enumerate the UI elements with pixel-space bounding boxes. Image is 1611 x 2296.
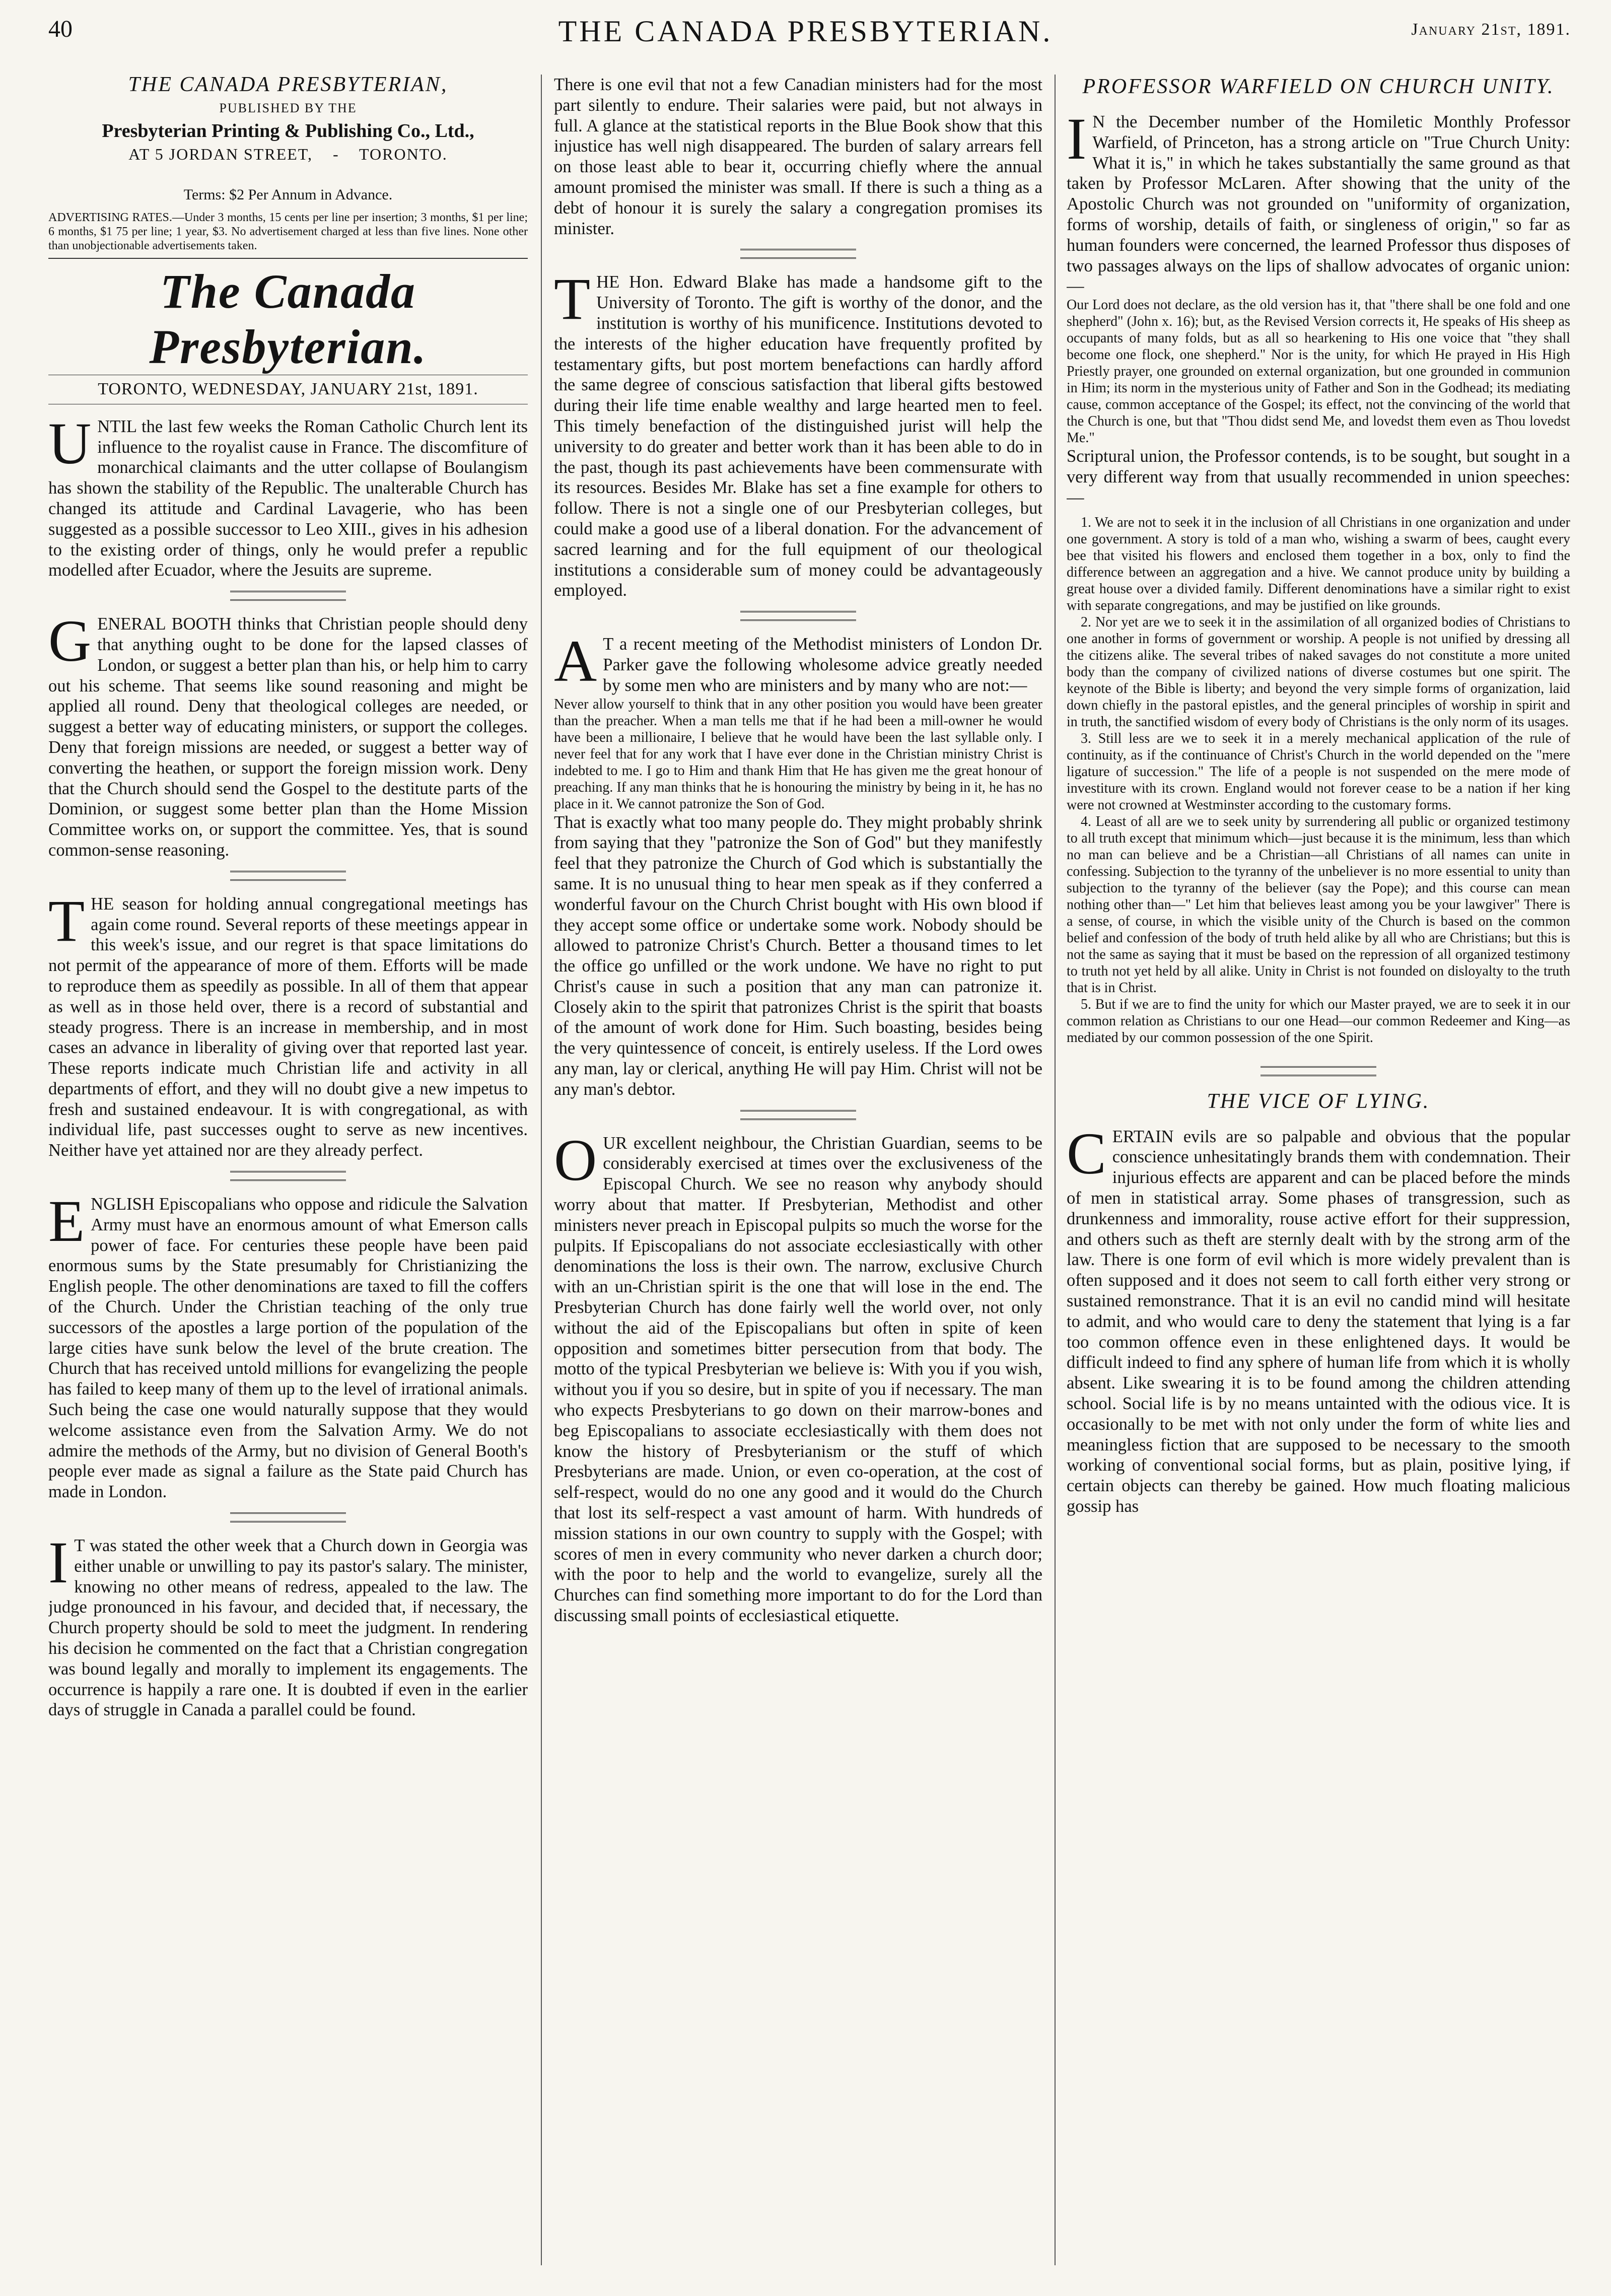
running-title: THE CANADA PRESBYTERIAN. (558, 15, 1053, 48)
drop-cap: G (48, 608, 92, 674)
article-text: That is exactly what too many people do. They might probably shrink from saying that they "patronize the Son of God" but they manifestly feel that they patronize the Church of God which is substantially the same. It is no unusual thing to hear men speak as if they conferred a wonderful favour on the Church Christ bought with His own blood if they accept some office or undertake some work. Nobody should be allowed to patronize Christ's Church. Better a thousand times to let the office go unfilled or the work undone. We have no right to put Christ's cause in such a position that any man can patronize it. Closely akin to the spirit that patronizes Christ is the spirit that boasts of the amount of work done for Him. Such boasting, besides being the very quintessence of conceit, is entirely useless. If the Lord owes any man, lay or clerical, anything He will pay Him. Christ will not be any man's debtor. (554, 812, 1042, 1099)
list-item: 2. Nor yet are we to seek it in the assimilation of all organized bodies of Christians to one another in forms of government or worship. A people is not unified by dressing all the citizens alike. The several tribes of naked savages do not constitute a more united body than the company of civilized nations of diverse costumes but one spirit. The keynote of the Bible is liberty; and beyond the very simple forms of organization, laid down chiefly in the pastoral epistles, and the general principles of worship in spirit and in truth, the sanctified wisdom of every body of Christians is the only norm of its usages. (1067, 614, 1570, 730)
section-separator (230, 1171, 346, 1181)
article-boulangism (48, 410, 528, 581)
drop-cap: T (48, 887, 85, 954)
article-edward-blake (554, 266, 1042, 601)
article-general-booth (48, 608, 528, 861)
article-text: HE season for holding annual congregational meetings has again come round. Several reports of these meetings appear in this week's issue, and our regret is that space limitations do not permit of the appearance of more of them. Efforts will be made to reproduce them as speedily as possible. In all of them that appear as well as in those held over, there is a record of substantial and steady progress. There is an increase in membership, and in most cases an advance in liberality of giving over that reported last year. These reports indicate much Christian life and activity in all departments of effort, and they will no doubt give a new impetus to fresh and sustained endeavour. It is with congregational, as with individual life, past successes ought to serve as new incentives. Neither have yet attained nor are they already perfect. (48, 894, 528, 1160)
column-3 (1067, 75, 1570, 2275)
publisher-address: AT 5 JORDAN STREET, - TORONTO. (128, 145, 448, 164)
article-text: T a recent meeting of the Methodist ministers of London Dr. Parker gave the following wholesome advice greatly needed by some men who are ministers and by many who are not:— (603, 635, 1042, 695)
drop-cap: I (1067, 106, 1087, 172)
article-text: ERTAIN evils are so palpable and obvious that the popular conscience unhesitatingly brands them with condemnation. Their injurious effects are apparent and can be placed before the minds of men in statistical array. Some phases of transgression, such as drunkenness and immorality, rouse active effort for their suppression, and others such as theft are sternly dealt with by the strong arm of the law. There is one form of evil which is more widely prevalent than is often supposed and it does not seem to call forth either very strong or sustained remonstrance. That it is an evil no candid mind will hesitate to admit, and who would care to deny the statement that lying is a far too common offence even in these enlightened days. It would be difficult indeed to find any sphere of human life from which it is wholly absent. Like swearing it is to be found among the children attending school. Social life is by no means untainted with the odious vice. It is occasionally to be met with not only under the form of white lies and meaningless fiction that are supposed to be necessary to the smooth working of conventional social forms, but as plain, positive lying, if certain objects can thereby be gained. How much floating malicious gossip has (1067, 1127, 1570, 1516)
section-heading-vice-of-lying: THE VICE OF LYING. (1207, 1089, 1430, 1113)
drop-cap: O (554, 1127, 597, 1193)
column-rule (1055, 75, 1056, 2265)
article-text: N the December number of the Homiletic Monthly Professor Warfield, of Princeton, has a strong article on "True Church Unity: What it is," in which he takes substantially the same ground as that taken by Professor McLaren. After showing that the unity of the Apostolic Church was not grounded on "uniformity of organization, forms of worship, details of faith, or singleness of origin," so far as human founders were concerned, the learned Professor thus disposes of two passages always on the lips of shallow advocates of organic union:— (1067, 112, 1570, 296)
masthead-title: THE CANADA PRESBYTERIAN, (128, 75, 448, 96)
article-text: Scriptural union, the Professor contends, is to be sought, but sought in a very different way from that usually recommended in union speeches:— (1067, 447, 1570, 507)
subscription-terms: Terms: $2 Per Annum in Advance. (183, 186, 393, 203)
warfield-quote: Our Lord does not declare, as the old version has it, that "there shall be one fold and one shepherd" (John x. 16); but, as the Revised Version corrects it, He speaks of His sheep as occupants of many folds, but as all so hearkening to His one voice that "they shall become one flock, one shepherd." Nor is the unity, for which He prayed in His High Priestly prayer, one grounded on external organization, but one grounded in communion in Him; its norm in the mysterious unity of Father and Son in the Godhead; its mediating cause, common acceptance of the Gospel; its effect, not the convincing of the world that the Church is one, but that "Thou didst send Me, and lovedst them even as Thou lovedst Me." (1067, 297, 1570, 446)
list-item: 4. Least of all are we to seek unity by surrendering all public or organized testimony to all truth except that minimum which—just because it is the minimum, less than which no man can believe and be a Christian—all Christians of all names can unite in confessing. Subjection to the tyranny of the unbeliever is no more essential to unity than subjection to the tyranny of the believer (say the Pope); and this course can mean nothing other than—" Let him that believes least among you be your lawgiver" There is a sense, of course, in which the visible unity of the Church is based on the common belief and confession of the body of truth held alike by all who are Christians; but this is not the same as saying that it must be based on the repression of all organized testimony to truth not yet held by all alike. Unity in Christ is not founded on disloyalty to the truth that is in Christ. (1067, 813, 1570, 996)
list-item: 1. We are not to seek it in the inclusion of all Christians in one organization and under one government. A story is told of a man who, wishing a swarm of bees, caught every bee that visited his flowers and enclosed them together in a box, only to find the difference between an aggregation and a hive. We cannot produce unity by building a great house over a divided family. Different denominations have a similar right to exist with separate congregations, and may be justified on like grounds. (1067, 514, 1570, 613)
drop-cap: E (48, 1188, 85, 1255)
article-english-episcopalians (48, 1188, 528, 1502)
article-text: NGLISH Episcopalians who oppose and ridicule the Salvation Army must have an enormous amount of what Emerson calls power of face. For centuries these people have been paid enormous sums by the State presumably for Christianizing the English people. The other denominations are taxed to fill the coffers of the Church. Under the Christian teaching of the only true successors of the apostles a large portion of the population of the large cities have sunk below the level of the brute creation. The Church that has received untold millions for evangelizing the people has failed to keep many of them up to the level of irrational animals. Such being the case one would naturally suppose that they would welcome assistance even from the Salvation Army. We do not admire the methods of the Army, but no division of General Booth's people ever made as signal a failure as the State paid Church has made in London. (48, 1195, 528, 1502)
address-street: AT 5 JORDAN STREET, (128, 145, 313, 164)
article-text: HE Hon. Edward Blake has made a handsome gift to the University of Toronto. The gift is worthy of the donor, and the institution is worthy of his munificence. Institutions devoted to the interests of the higher education have frequently profited by testamentary gifts, but post mortem benefactions can hardly afford the same degree of conscious satisfaction that liberal gifts bestowed during their life time enable wealthy and large hearted men to feel. This timely benefaction of the distinguished jurist will help the university to do greater and better work than it has been able to do in the past, though its past achievements have been commensurate with its resources. Besides Mr. Blake has set a fine example for others to follow. There is not a single one of our Presbyterian colleges, but could make a good use of a liberal donation. For the advancement of sacred learning and for the full equipment of our theological institutions a considerable sum of money could be advantageously employed. (554, 272, 1042, 600)
article-christian-guardian (554, 1127, 1042, 1626)
section-separator (740, 1110, 856, 1120)
issue-date: January 21st, 1891. (1411, 20, 1571, 39)
article-text: NTIL the last few weeks the Roman Catholic Church lent its influence to the royalist cause in France. The discomfiture of monarchical claimants and the utter collapse of Boulangism has shown the stability of the Republic. The unalterable Church has changed its attitude and Cardinal Lavagerie, who has been suggested as a possible successor to Leo XIII., gives in his adhesion to the existing order of things, only he would prefer a republic modelled after Ecuador, where the Jesuits are supreme. (48, 416, 528, 580)
section-separator (740, 249, 856, 259)
section-separator (230, 1512, 346, 1522)
article-georgia-church (48, 1529, 528, 1720)
drop-cap: C (1067, 1120, 1106, 1187)
section-heading-church-unity: PROFESSOR WARFIELD ON CHURCH UNITY. (1082, 75, 1555, 98)
published-by: PUBLISHED BY THE (219, 100, 357, 115)
column-2 (554, 75, 1042, 2275)
article-vice-of-lying (1067, 1120, 1570, 1517)
parker-quote: Never allow yourself to think that in any other position you would have been greater than the preacher. When a man tells me that if he had been a mill-owner he would have been a millionaire, I believe that he would have been the last syllable only. I never feel that for any work that I have ever done in the Christian ministry Christ is indebted to me. I go to Him and thank Him that He has given me the great honour of preaching. If any man thinks that he is honouring the ministry by being in it, he has no place in it. We cannot patronize the Son of God. (554, 696, 1042, 812)
section-separator (1260, 1066, 1376, 1076)
article-text: T was stated the other week that a Church down in Georgia was either unable or unwilling to pay its pastor's salary. The minister, knowing no other means of redress, appealed to the law. The judge pronounced in his favour, and decided that, if necessary, the Church property should be sold to meet the judgment. In rendering his decision he commented on the fact that a Christian congregation was bound legally and morally to implement its engagements. The occurrence is happily a rare one. It is doubted if even in the earlier days of struggle in Canada a parallel could be found. (48, 1536, 528, 1720)
page-number: 40 (48, 16, 73, 42)
section-separator (740, 611, 856, 621)
article-text: There is one evil that not a few Canadian ministers had for the most part silently to endure. Their salaries were paid, but not always in full. A glance at the statistical reports in the Blue Book show that this injustice has well nigh disappeared. The burden of salary arrears fell on those least able to bear it, occurring chiefly where the annual amount promised the minister was small. If there is such a thing as a debt of honour it is surely the salary a congregation promises its minister. (554, 75, 1042, 238)
drop-cap: A (554, 628, 597, 694)
list-item: 5. But if we are to find the unity for which our Master prayed, we are to seek it in our common relation as Christians to our one Head—our common Redeemer and King—as mediated by our common possession of the one Spirit. (1067, 996, 1570, 1046)
address-city: TORONTO. (359, 145, 448, 164)
column-rule (541, 75, 542, 2265)
column-1 (48, 75, 528, 2275)
drop-cap: I (48, 1529, 68, 1596)
publisher-name: Presbyterian Printing & Publishing Co., Ltd., (102, 120, 474, 142)
newspaper-name: The Canada Presbyterian. (48, 258, 528, 375)
numbered-points (1067, 514, 1570, 1046)
article-text: ENERAL BOOTH thinks that Christian people should deny that anything ought to be done for the lapsed classes of London, or suggest a better plan than his, or help him to carry out his scheme. That seems like sound reasoning and might be applied all round. Deny that theological colleges are needed, or suggest a better way of educating ministers, or support the colleges. Deny that foreign missions are needed, or suggest a better way of converting the heathen, or support the foreign mission work. Deny that the Church should send the Gospel to the destitute parts of the Dominion, or suggest some better plan than the Home Mission Committee works on, or support the committee. Yes, that is sound common-sense reasoning. (48, 614, 528, 860)
article-methodist-ministers (554, 628, 1042, 1100)
page-header (0, 0, 1611, 60)
article-text: UR excellent neighbour, the Christian Guardian, seems to be considerably exercised at times over the exclusiveness of the Episcopal Church. We see no reason why anybody should worry about that matter. If Presbyterian, Methodist and other ministers never preach in Episcopal pulpits so much the worse for the pulpits. If Episcopalians do not associate ecclesiastically with other denominations the loss is their own. The narrow, exclusive Church with an un-Christian spirit is the one that will lose in the end. The Presbyterian Church has done fairly well the world over, not only without the aid of the Episcopalians but often in spite of keen opposition and sometimes bitter persecution from that body. The motto of the typical Presbyterian we believe is: With you if you wish, without you if you so desire, but in spite of you if necessary. The man who expects Presbyterians to go down on their marrow-bones and beg Episcopalians to associate ecclesiastically with them does not know the history of Presbyterianism or the stuff of which Presbyterians are made. Union, or even co-operation, at the cost of self-respect, would do no one any good and it would do the Church that lost its self-respect a vast amount of harm. With hundreds of mission stations in our own country to supply with the Gospel; with scores of men in every community who never darken a church door; with the poor to help and the world to evangelize, surely all the Churches can find something more important to do for the Lord than discussing small points of ecclesiastical etiquette. (554, 1133, 1042, 1625)
article-congregational-meetings (48, 887, 528, 1161)
article-warfield (1067, 106, 1570, 1046)
advertising-rates: ADVERTISING RATES.—Under 3 months, 15 cents per line per insertion; 3 months, $1 per line; 6 months, $1 75 per line; 1 year, $3. No advertisement charged at less than five lines. None other than unobjectionable advertisements taken. (48, 211, 528, 252)
drop-cap: U (48, 410, 92, 476)
dateline: TORONTO, WEDNESDAY, JANUARY 21st, 1891. (48, 375, 528, 404)
drop-cap: T (554, 266, 591, 332)
section-separator (230, 871, 346, 881)
section-separator (230, 591, 346, 601)
list-item: 3. Still less are we to seek it in a merely mechanical application of the rule of continuity, as if the continuance of Christ's Church in the world depended on the "mere ligature of succession." The life of a people is not suspended on the mere mode of investiture with its crown. England would not forever cease to be a nation if her king were not crowned at Westminster according to the customary forms. (1067, 730, 1570, 813)
article-salaries (554, 75, 1042, 239)
